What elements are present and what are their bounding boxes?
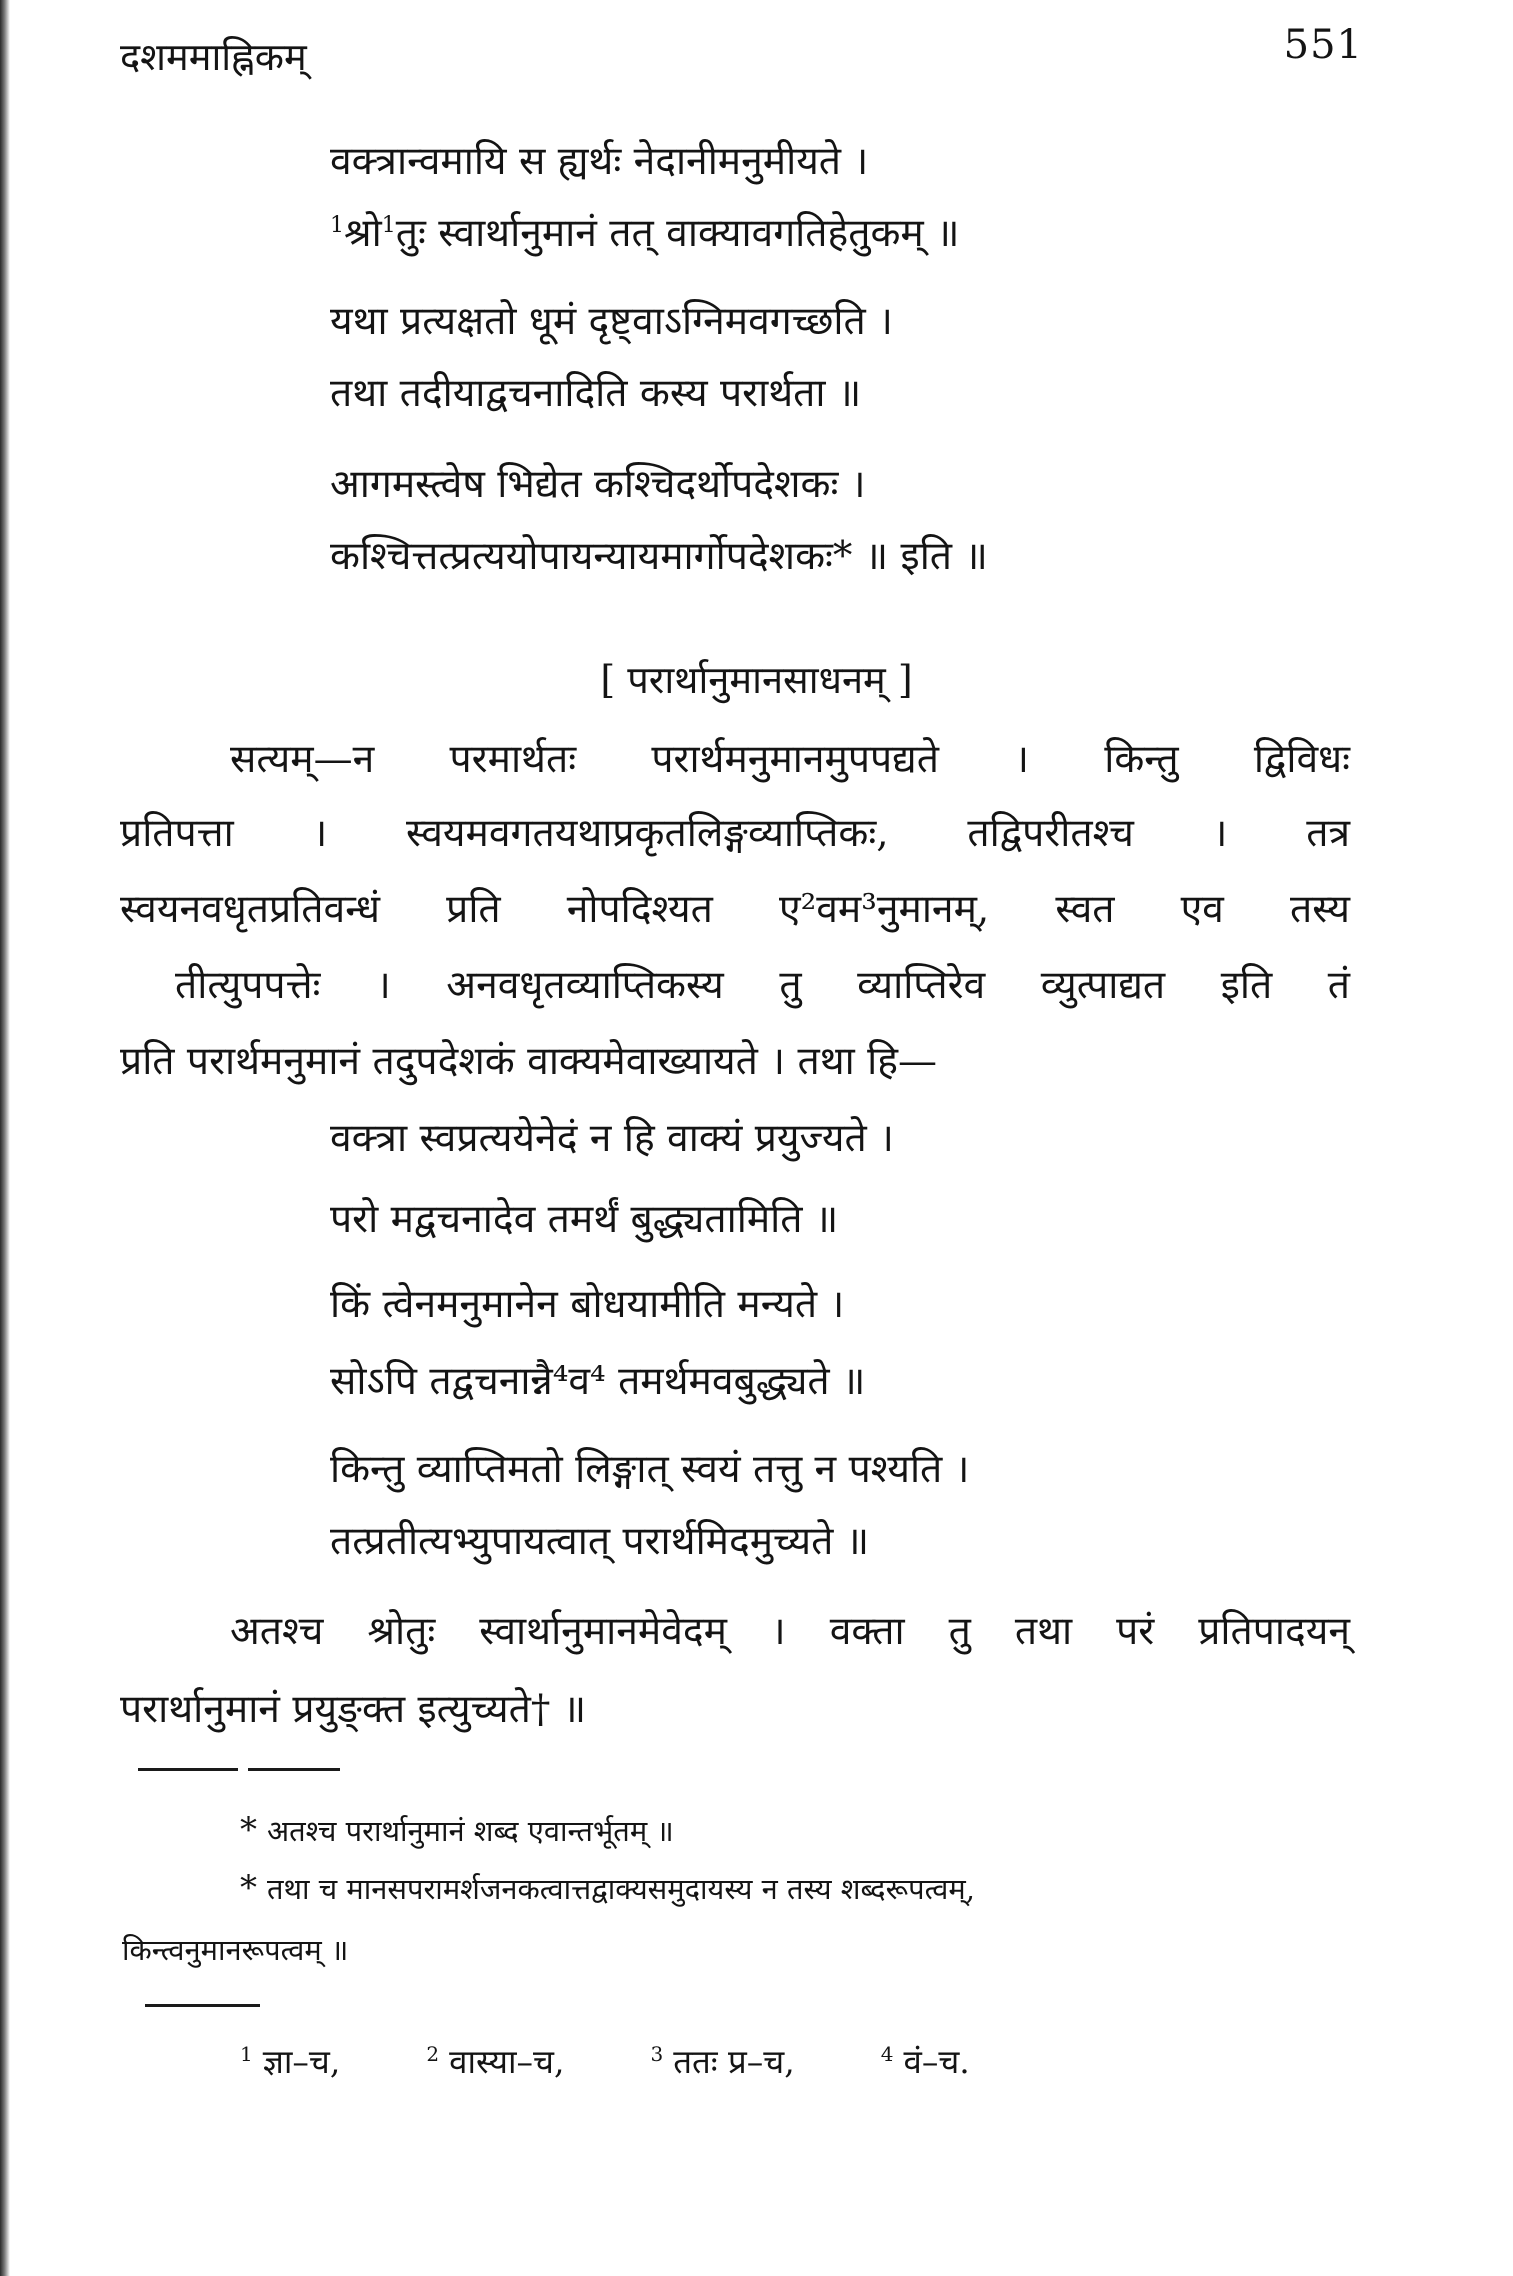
footnote-text: अतश्च परार्थानुमानं शब्द एवान्तर्भूतम् ॥ — [267, 1814, 674, 1848]
verse-line-2 — [330, 212, 1350, 257]
prose-line-4: तीत्युपपत्तेः । अनवधृतव्याप्तिकस्य तु व्याप्तिरेव व्युत्पाद्यत इति तं — [175, 963, 1350, 1008]
page-header — [120, 22, 1363, 92]
variant-rule — [145, 2004, 260, 2007]
page-number: 551 — [1283, 22, 1363, 68]
footnote-star-3 — [122, 1930, 348, 1969]
prose-line-1: सत्यम्—न परमार्थतः परार्थमनुमानमुपपद्यते । किन्तु द्विविधः — [230, 737, 1350, 782]
variant-reading — [651, 2038, 795, 2083]
variant-readings — [240, 2038, 1240, 2083]
footnote-text: तथा च मानसपरामर्शजनकत्वात्तद्वाक्यसमुदायस्य न तस्य शब्दरूपत्वम्, — [267, 1872, 975, 1906]
variant-reading — [426, 2038, 564, 2083]
section-heading: [ परार्थानुमानसाधनम् ] — [600, 658, 913, 702]
verse-line-1: वक्त्रान्वमायि स ह्यर्थः नेदानीमनुमीयते । — [330, 139, 869, 184]
variant-text: ज्ञा–च, — [262, 2042, 341, 2081]
variant-text: वास्या–च, — [449, 2042, 565, 2081]
asterisk-mark: * — [240, 1868, 257, 1908]
verse-mid-3: किं त्वेनमनुमानेन बोधयामीति मन्यते । — [330, 1282, 845, 1327]
verse-mid-5: किन्तु व्याप्तिमतो लिङ्गात् स्वयं तत्तु न पश्यति । — [330, 1447, 970, 1492]
prose-line-5: प्रति परार्थमनुमानं तदुपदेशकं वाक्यमेवाख्यायते । तथा हि— — [120, 1039, 937, 1084]
footnote-ref: 1 — [330, 213, 344, 238]
footnote-star-1 — [240, 1810, 674, 1850]
running-head: दशममाह्निकम् — [120, 35, 307, 79]
variant-text: ततः प्र–च, — [673, 2042, 795, 2081]
verse-mid-4: सोऽपि तद्वचनान्नै⁴व⁴ तमर्थमवबुद्ध्यते ॥ — [330, 1359, 866, 1404]
variant-reading — [881, 2038, 970, 2083]
prose-line-6: अतश्च श्रोतुः स्वार्थानुमानमेवेदम् । वक्ता तु तथा परं प्रतिपादयन् — [230, 1609, 1350, 1654]
footnote-star-2 — [240, 1868, 975, 1908]
verse-line-3: यथा प्रत्यक्षतो धूमं दृष्ट्वाऽग्निमवगच्छति । — [330, 299, 893, 344]
prose-line-2: प्रतिपत्ता । स्वयमवगतयथाप्रकृतलिङ्गव्याप्तिकः, तद्विपरीतश्च । तत्र — [120, 811, 1350, 856]
verse-line-5: आगमस्त्वेष भिद्येत कश्चिदर्थोपदेशकः । — [330, 462, 866, 507]
verse-mid-1: वक्त्रा स्वप्रत्ययेनेदं न हि वाक्यं प्रयुज्यते । — [330, 1116, 894, 1161]
prose-line-7: परार्थानुमानं प्रयुङ्क्त इत्युच्यते† ॥ — [120, 1687, 587, 1732]
verse-text: श्रो — [344, 211, 382, 256]
asterisk-mark: * — [240, 1810, 257, 1850]
variant-num: 1 — [240, 2042, 253, 2066]
verse-line-6: कश्चित्तत्प्रत्ययोपायन्यायमार्गोपदेशकः* ॥ इति ॥ — [330, 534, 988, 579]
footnote-rule — [248, 1768, 340, 1771]
prose-line-3: स्वयनवधृतप्रतिवन्धं प्रति नोपदिश्यत ए²वम³नुमानम्, स्वत एव तस्य — [120, 887, 1350, 932]
verse-mid-2: परो मद्वचनादेव तमर्थं बुद्ध्यतामिति ॥ — [330, 1197, 839, 1242]
verse-line-4: तथा तदीयाद्वचनादिति कस्य परार्थता ॥ — [330, 371, 862, 416]
verse-text: तुः स्वार्थानुमानं तत् वाक्यावगतिहेतुकम् ॥ — [395, 211, 960, 256]
footnote-rule — [138, 1768, 238, 1771]
variant-num: 4 — [880, 2042, 894, 2066]
variant-num: 3 — [650, 2042, 664, 2066]
variant-reading — [240, 2038, 340, 2083]
footnote-ref: 1 — [381, 213, 396, 238]
variant-text: वं–च. — [903, 2042, 970, 2081]
footnote-text: किन्त्वनुमानरूपत्वम् ॥ — [122, 1933, 349, 1967]
verse-mid-6: तत्प्रतीत्यभ्युपायत्वात् परार्थमिदमुच्यते ॥ — [330, 1519, 870, 1564]
variant-num: 2 — [426, 2042, 440, 2066]
